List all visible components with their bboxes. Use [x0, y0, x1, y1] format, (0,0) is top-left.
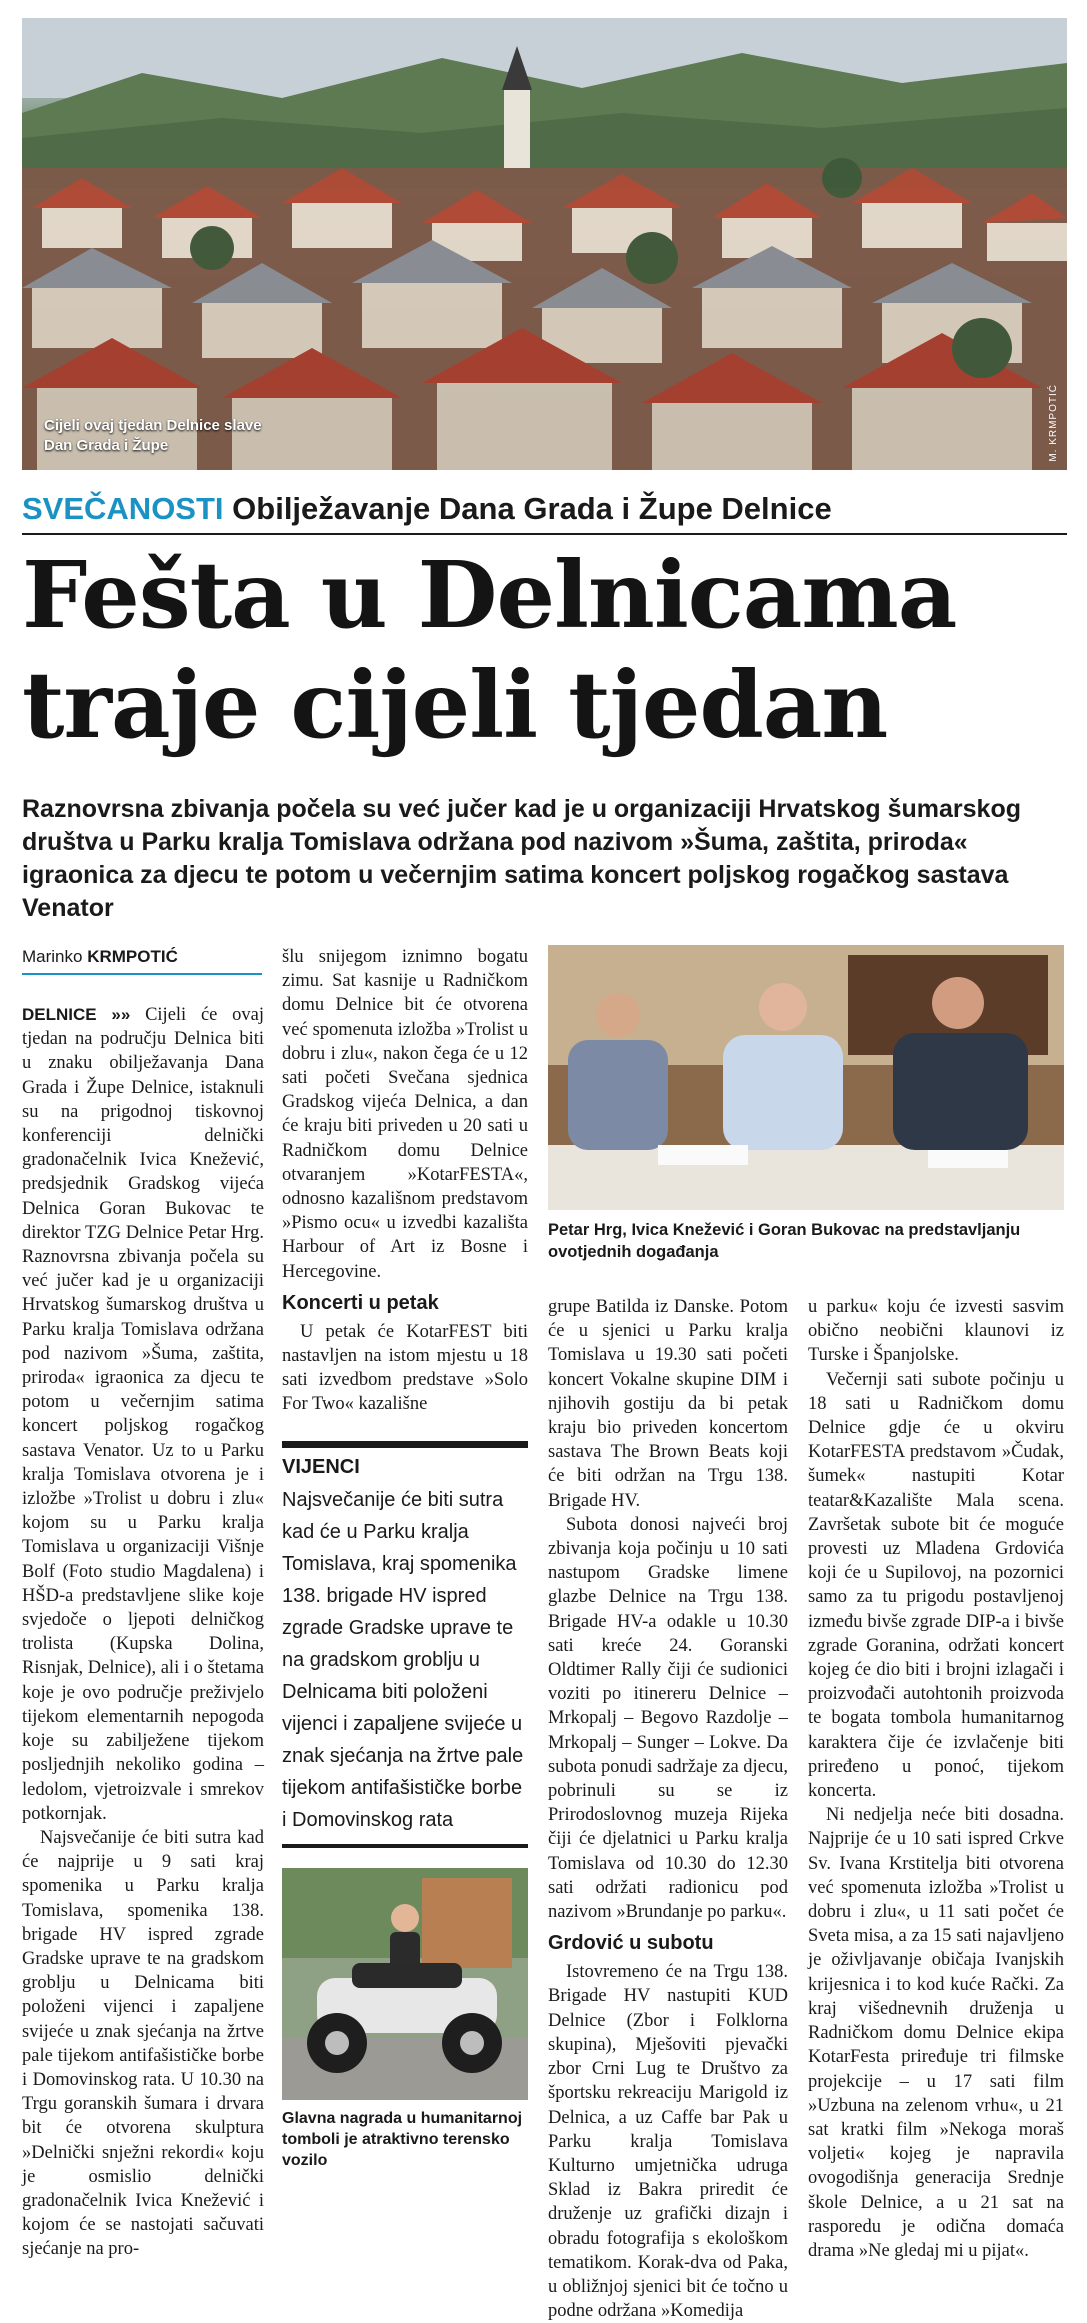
press-conference-photo: [548, 945, 1064, 1210]
headline-line-2: traje cijeli tjedan: [22, 651, 888, 759]
paragraph: Večernji sati subote počinju u 18 sati u Radničkom domu Delnice gdje će u okviru KotarFESTA predstavom »Čudak, šumek« nastupiti Kotar teatar&Kazalište Mala scena. Završetak subote bit će moguće provesti uz Mladena Grdovića koji će u Supilovoj, na pozornici samo za tu prigodu postavljenoj između bivše zgrade DIP-a i bivše zgrade Goranina, održati koncert kojeg će dio biti i brojni izlagači i proizvođači autohtonih proizvoda te bogata tombola humanitarnog karaktera čije će izvlačenje biti priređeno u ponoć, tijekom koncerta.: [808, 1369, 1064, 1802]
quad-bike-illustration: [282, 1868, 528, 2100]
dateline-arrows-icon: »»: [111, 1005, 131, 1024]
box-top-rule: [282, 1441, 528, 1448]
box-bottom-rule: [282, 1844, 528, 1848]
quad-bike-caption: Glavna nagrada u humanitarnoj tomboli je atraktivno terensko vozilo: [282, 2110, 523, 2169]
topic-label: Obilježavanje Dana Grada i Župe Delnice: [232, 491, 832, 526]
subhead: Grdović u subotu: [548, 1932, 714, 1955]
author-first-name: Marinko: [22, 947, 83, 966]
kicker-divider: [22, 533, 1067, 535]
wreaths-box: [282, 1441, 528, 1848]
column-3: [548, 1295, 788, 2323]
press-conference-illustration: [548, 945, 1064, 1210]
box-title: VIJENCI: [282, 1456, 360, 1478]
paragraph: Subota donosi najveći broj zbivanja koja počinju u 10 sati nastupom Gradske limene glazbe Delnice na Trgu 138. Brigade HV-a odakle u 10.30 sati kreće 24. Goranski Oldtimer Rally čiji će sudionici voziti po itinereru Delnice – Mrkopalj – Begovo Razdolje – Mrkopalj – Sunger – Lokve. Da subota ponudi sadržaje za djecu, pobrinuli su se iz Prirodoslovnog muzeja Rijeka čiji će djelatnici u Parku kralja Tomislava od 10.30 do 12.30 sati održati radionicu pod nazivom »Brundanje po parku«.: [548, 1514, 788, 1923]
paragraph: Cijeli će ovaj tjedan na području Delnica biti u znaku obilježavanja Dana Grada i Župe Delnice, istaknuli su na prigodnoj tiskovnoj konferenciji delnički gradonačelnik Ivica Knežević, predsjednik Gradskog vijeća Delnica Goran Bukovac te direktor TZG Delnice Petar Hrg. Raznovrsna zbivanja počela su već jučer kad je u organizaciji Hrvatskog šumarskog društva u Parku kralja Tomislava održana pod nazivom »Šuma, zaštita, priroda« igraonica za djecu te potom u večernjim satima koncert poljskog rogačkog sastava Venator. Uz to u Parku kralja Tomislava otvorena je i izložbe »Trolist u dobru i zlu« kojom su u Parku kralja Tomislava u organizaciji Višnje Bolf (Foto studio Magdalena) i HŠD-a predstavljene slike koje svjedoče o ljepoti delničkog trolista (Kupska Dolina, Risnjak, Delnice), ali i o štetama koje je ovo područje preživjelo tijekom elementarnih nepogoda koje su zabilježene tijekom posljednjih nekoliko godina – ledolom, vjetroizvale i smrekov potkornjak.: [22, 1005, 264, 1824]
headline: [22, 540, 1067, 760]
paragraph: grupe Batilda iz Danske. Potom će u sjenici u Parku kralja Tomislava u 19.30 sati početi koncert Vokalne skupine DIM i njihovih gostiju da bi petak kraju bio priveden koncertom sastava The Brown Beats koji će biti održan na Trgu 138. Brigade HV.: [548, 1297, 788, 1511]
paragraph: Ni nedjelja neće biti dosadna. Najprije će u 10 sati ispred Crkve Sv. Ivana Krstitelja biti otvorena već spomenuta izložba »Trolist u dobru i zlu«, u 11 sati počet će Sveta misa, a za 15 sati najavljeno je oživljavanje običaja Ivanjskih krijesnica i to kod kuće Rački. Za kraj višednevnih druženja u Radničkom domu Delnice ekipa KotarFesta priređuje tri filmske projekcije – u 17 sati film »Uzbuna na zelenom vrhu«, u 21 sat kratki film »Nekoga moraš voljeti« kojeg je napravila ovogodišnja generacija Srednje škole Delnice, a u 21 sat na rasporedu je odična domaća drama »Ne gledaj mi u pijat«.: [808, 1805, 1064, 2261]
paragraph: Istovremeno će na Trgu 138. Brigade HV nastupiti KUD Delnice (Zbor i Folklorna skupina), Mješoviti pjevački zbor Crni Lug te Društvo za športsku rekreaciju Marigold iz Delnica, a uz Caffe bar Pak u Parku kralja Tomislava Kulturno umjetnička udruga Sklad iz Bakra priredit će druženje uz grafički dizajn i obradu fotografija s ekološkom tematikom. Korak-dva od Paka, u obližnjoj sjenici bit će točno u podne održana »Komedija: [548, 1962, 788, 2322]
town-illustration: [22, 18, 1067, 470]
headline-line-1: Fešta u Delnicama: [22, 541, 957, 649]
section-label: SVEČANOSTI: [22, 491, 224, 526]
box-text: Najsvečanije će biti sutra kad će u Parku kralja Tomislava, kraj spomenika 138. brigade HV ispred zgrade Gradske uprave te na gradskom groblju u Delnicama biti položeni vijenci i zapaljene svijeće u znak sjećanja na žrtve pale tijekom antifašističke borbe i Domovinskog rata: [282, 1489, 524, 1831]
press-conference-caption: Petar Hrg, Ivica Knežević i Goran Bukovac na predstavljanju ovotjednih događanja: [548, 1221, 1021, 1261]
column-2: [282, 945, 528, 1417]
subhead: Koncerti u petak: [282, 1291, 439, 1314]
dateline: DELNICE: [22, 1005, 97, 1024]
paragraph: U petak će KotarFEST biti nastavljen na istom mjestu u 18 sati izvedbom predstave »Solo For Two« kazališne: [282, 1321, 528, 1415]
hero-photo: [22, 18, 1067, 470]
paragraph: šlu snijegom iznimno bogatu zimu. Sat kasnije u Radničkom domu Delnice bit će otvorena već spomenuta izložba »Trolist u dobru i zlu«, nakon čega će u 12 sati početi Svečana sjednica Gradskog vijeća Delnica, a dan će kraju biti priveden u 20 sati u Radničkom domu Delnice otvaranjem »KotarFESTA«, odnosno kazališnom predstavom »Pismo ocu« u izvedbi kazališta Harbour of Art iz Bosne i Hercegovine.: [282, 947, 528, 1282]
hero-caption: Cijeli ovaj tjedan Delnice slave Dan Grada i Župe: [44, 417, 262, 454]
column-4: [808, 1295, 1064, 2263]
deck: Raznovrsna zbivanja počela su već jučer kad je u organizaciji Hrvatskog šumarskog društva u Parku kralja Tomislava održana pod nazivom »Šuma, zaštita, priroda« igraonica za djecu te potom u večernjim satima koncert poljskog rogačkog sastava Venator: [22, 795, 1021, 922]
paragraph: Najsvečanije će biti sutra kad će najprije u 9 sati kraj spomenika u Parku kralja Tomislava, spomenika 138. brigade HV ispred zgrade Gradske uprave te na gradskom groblju u Delnicama biti položeni vijenci i zapaljene svijeće u znak sjećanja na žrtve pale tijekom antifašističke borbe i Domovinskog rata. U 10.30 na Trgu goranskih šumara i drvara bit će otvorena skulptura »Delnički snježni rekordi« koju je osmislio delnički gradonačelnik Ivica Knežević i kojom će se nastojati sačuvati sjećanje na pro-: [22, 1827, 264, 2260]
quad-bike-photo: [282, 1868, 528, 2100]
paragraph: u parku« koju će izvesti sasvim obično neobični klaunovi iz Turske i Španjolske.: [808, 1297, 1064, 1366]
column-1: [22, 1003, 264, 2262]
author-last-name: KRMPOTIĆ: [87, 947, 178, 966]
byline: [22, 945, 262, 975]
photo-credit: M. KRMPOTIĆ: [1048, 384, 1059, 462]
section-kicker: [22, 489, 1067, 529]
